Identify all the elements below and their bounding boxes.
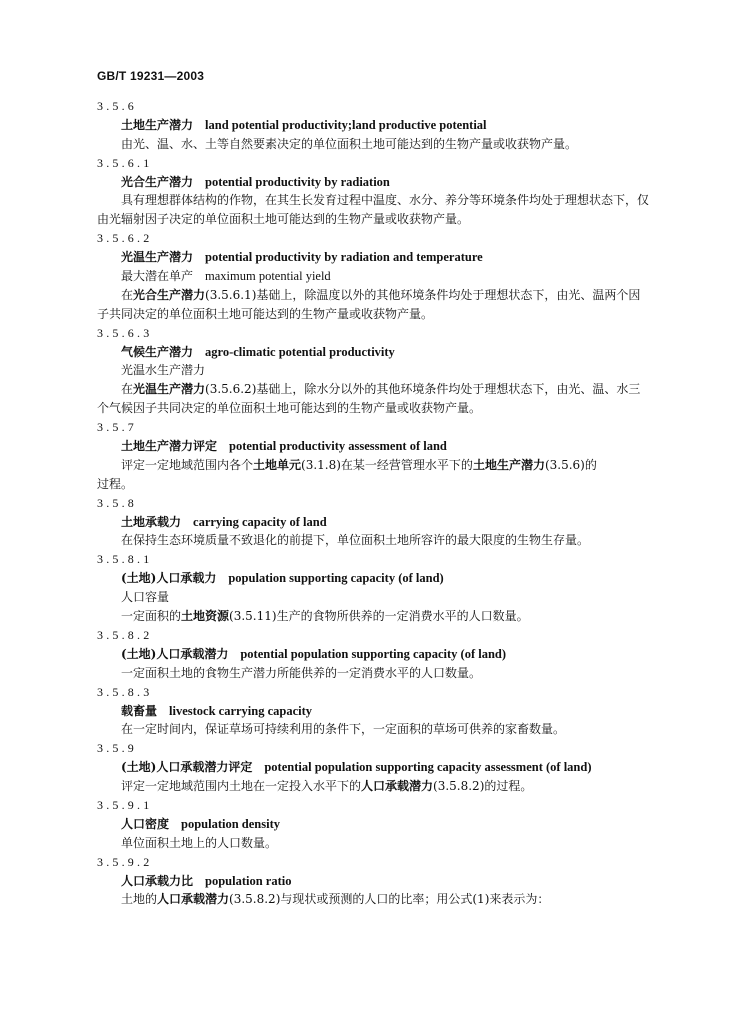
- term-heading: [97, 872, 657, 891]
- term-list: [97, 97, 657, 909]
- definition-text: 在保持生态环境质量不致退化的前提下，单位面积土地所容许的最大限度的生物生存量。: [121, 533, 590, 548]
- definition-text: 由光辐射因子决定的单位面积土地可能达到的生物产量或收获物产量。: [97, 212, 470, 227]
- term-synonym: [97, 588, 657, 607]
- term-english: population density: [181, 816, 281, 831]
- term-english: potential population supporting capacity assessment (of land): [264, 760, 592, 775]
- term-heading: [97, 645, 657, 664]
- term-definition-line: [97, 720, 657, 739]
- term-heading: [97, 513, 657, 532]
- term-chinese: 土地承载力: [121, 514, 182, 529]
- definition-text: 一定面积的: [121, 609, 182, 624]
- cross-reference-term: 光温生产潜力: [133, 382, 206, 397]
- cross-reference-term: 土地资源: [181, 609, 230, 624]
- term-heading: [97, 437, 657, 456]
- term-definition-line: [97, 286, 657, 305]
- document-code: GB/T 19231—2003: [97, 69, 205, 83]
- term-entry: [97, 626, 657, 683]
- term-number: 3.5.9.1: [97, 797, 153, 812]
- term-number: 3.5.8.2: [97, 627, 153, 642]
- term-chinese: 土地生产潜力: [121, 117, 194, 132]
- term-entry: [97, 739, 657, 796]
- definition-text: 在一定时间内，保证草场可持续利用的条件下，一定面积的草场可供养的家畜数量。: [121, 722, 566, 737]
- term-chinese: 光温生产潜力: [121, 250, 194, 265]
- term-heading: [97, 702, 657, 721]
- term-definition-line: [97, 834, 657, 853]
- term-chinese: 气候生产潜力: [121, 344, 194, 359]
- term-chinese: (土地)人口承载潜力评定: [121, 760, 253, 775]
- term-chinese: 光合生产潜力: [121, 174, 194, 189]
- definition-text: 在: [121, 382, 134, 397]
- cross-reference-term: 土地单元: [253, 457, 302, 472]
- term-number: 3.5.6.2: [97, 231, 153, 246]
- term-english: carrying capacity of land: [193, 514, 327, 529]
- term-heading: [97, 569, 657, 588]
- definition-text: (3.1.8)在某一经营管理水平下的: [301, 457, 473, 472]
- definition-text: 子共同决定的单位面积土地可能达到的生物产量或收获物产量。: [97, 306, 434, 321]
- term-definition-line: [97, 305, 657, 324]
- term-number: 3.5.6.3: [97, 325, 153, 340]
- synonym-chinese: 人口容量: [121, 590, 170, 605]
- term-definition-line: [97, 664, 657, 683]
- term-number: 3.5.6: [97, 99, 137, 113]
- term-chinese: (土地)人口承载潜力: [121, 646, 229, 661]
- term-chinese: 人口密度: [121, 816, 170, 831]
- term-chinese: 载畜量: [121, 703, 158, 718]
- cross-reference-term: 人口承载潜力: [157, 892, 230, 907]
- term-entry: [97, 853, 657, 910]
- term-english: population ratio: [205, 873, 292, 888]
- term-entry: [97, 324, 657, 418]
- definition-text: 具有理想群体结构的作物，在其生长发育过程中温度、水分、养分等环境条件均处于理想状态下，仅: [121, 193, 650, 208]
- term-english: agro-climatic potential productivity: [205, 344, 395, 359]
- term-english: potential productivity assessment of land: [229, 439, 447, 454]
- term-definition-line: [97, 191, 657, 210]
- term-english: land potential productivity;land productive potential: [205, 117, 487, 132]
- term-heading: [97, 248, 657, 267]
- term-definition-line: [97, 135, 657, 154]
- term-definition-line: [97, 531, 657, 550]
- term-heading: [97, 116, 657, 135]
- cross-reference-term: 土地生产潜力: [472, 457, 545, 472]
- term-number: 3.5.9.2: [97, 854, 153, 869]
- term-entry: [97, 683, 657, 740]
- definition-text: 由光、温、水、土等自然要素决定的单位面积土地可能达到的生物产量或收获物产量。: [121, 136, 578, 151]
- cross-reference-term: 光合生产潜力: [133, 287, 206, 302]
- term-entry: [97, 796, 657, 853]
- term-synonym: [97, 267, 657, 286]
- term-definition-line: [97, 607, 657, 626]
- term-heading: [97, 343, 657, 362]
- term-english: potential population supporting capacity (of land): [240, 646, 507, 661]
- synonym-english: maximum potential yield: [205, 269, 331, 284]
- definition-text: (3.5.6.1)基础上，除温度以外的其他环境条件均处于理想状态下，由光、温两个因: [205, 287, 641, 302]
- term-entry: [97, 154, 657, 230]
- definition-text: (3.5.6)的: [544, 457, 597, 472]
- term-english: potential productivity by radiation: [205, 174, 390, 189]
- term-entry: [97, 550, 657, 626]
- term-chinese: (土地)人口承载力: [121, 571, 217, 586]
- synonym-chinese: 最大潜在单产: [121, 269, 194, 284]
- term-entry: [97, 229, 657, 323]
- definition-text: 土地的: [121, 892, 158, 907]
- definition-text: 在: [121, 287, 134, 302]
- definition-text: (3.5.8.2)与现状或预测的人口的比率；用公式(1)来表示为：: [229, 892, 550, 907]
- definition-text: 过程。: [97, 476, 134, 491]
- term-definition-line: [97, 475, 657, 494]
- definition-text: 单位面积土地上的人口数量。: [121, 835, 278, 850]
- definition-text: 一定面积土地的食物生产潜力所能供养的一定消费水平的人口数量。: [121, 665, 482, 680]
- term-definition-line: [97, 399, 657, 418]
- cross-reference-term: 人口承载潜力: [361, 779, 434, 794]
- term-number: 3.5.7: [97, 420, 137, 435]
- synonym-chinese: 光温水生产潜力: [121, 363, 206, 378]
- term-definition-line: [97, 210, 657, 229]
- definition-text: (3.5.8.2)的过程。: [433, 779, 533, 794]
- term-english: livestock carrying capacity: [169, 703, 313, 718]
- term-number: 3.5.9: [97, 741, 137, 756]
- term-entry: [97, 494, 657, 551]
- term-number: 3.5.8.1: [97, 552, 153, 567]
- term-heading: [97, 758, 657, 777]
- term-definition-line: [97, 890, 657, 909]
- term-chinese: 人口承载力比: [121, 873, 194, 888]
- term-entry: [97, 418, 657, 494]
- term-heading: [97, 815, 657, 834]
- term-chinese: 土地生产潜力评定: [121, 439, 218, 454]
- term-english: potential productivity by radiation and temperature: [205, 250, 483, 265]
- term-definition-line: [97, 380, 657, 399]
- term-number: 3.5.8.3: [97, 684, 153, 699]
- definition-text: (3.5.6.2)基础上，除水分以外的其他环境条件均处于理想状态下，由光、温、水三: [205, 382, 641, 397]
- term-number: 3.5.6.1: [97, 155, 153, 170]
- term-definition-line: [97, 777, 657, 796]
- definition-text: 个气候因子共同决定的单位面积土地可能达到的生物产量或收获物产量。: [97, 401, 482, 416]
- term-entry: [97, 97, 657, 154]
- definition-text: 评定一定地域范围内土地在一定投入水平下的: [121, 779, 362, 794]
- term-heading: [97, 173, 657, 192]
- term-synonym: [97, 361, 657, 380]
- definition-text: (3.5.11)生产的食物所供养的一定消费水平的人口数量。: [229, 609, 529, 624]
- term-definition-line: [97, 456, 657, 475]
- definition-text: 评定一定地域范围内各个: [121, 457, 254, 472]
- term-number: 3.5.8: [97, 495, 137, 510]
- term-english: population supporting capacity (of land): [228, 571, 444, 586]
